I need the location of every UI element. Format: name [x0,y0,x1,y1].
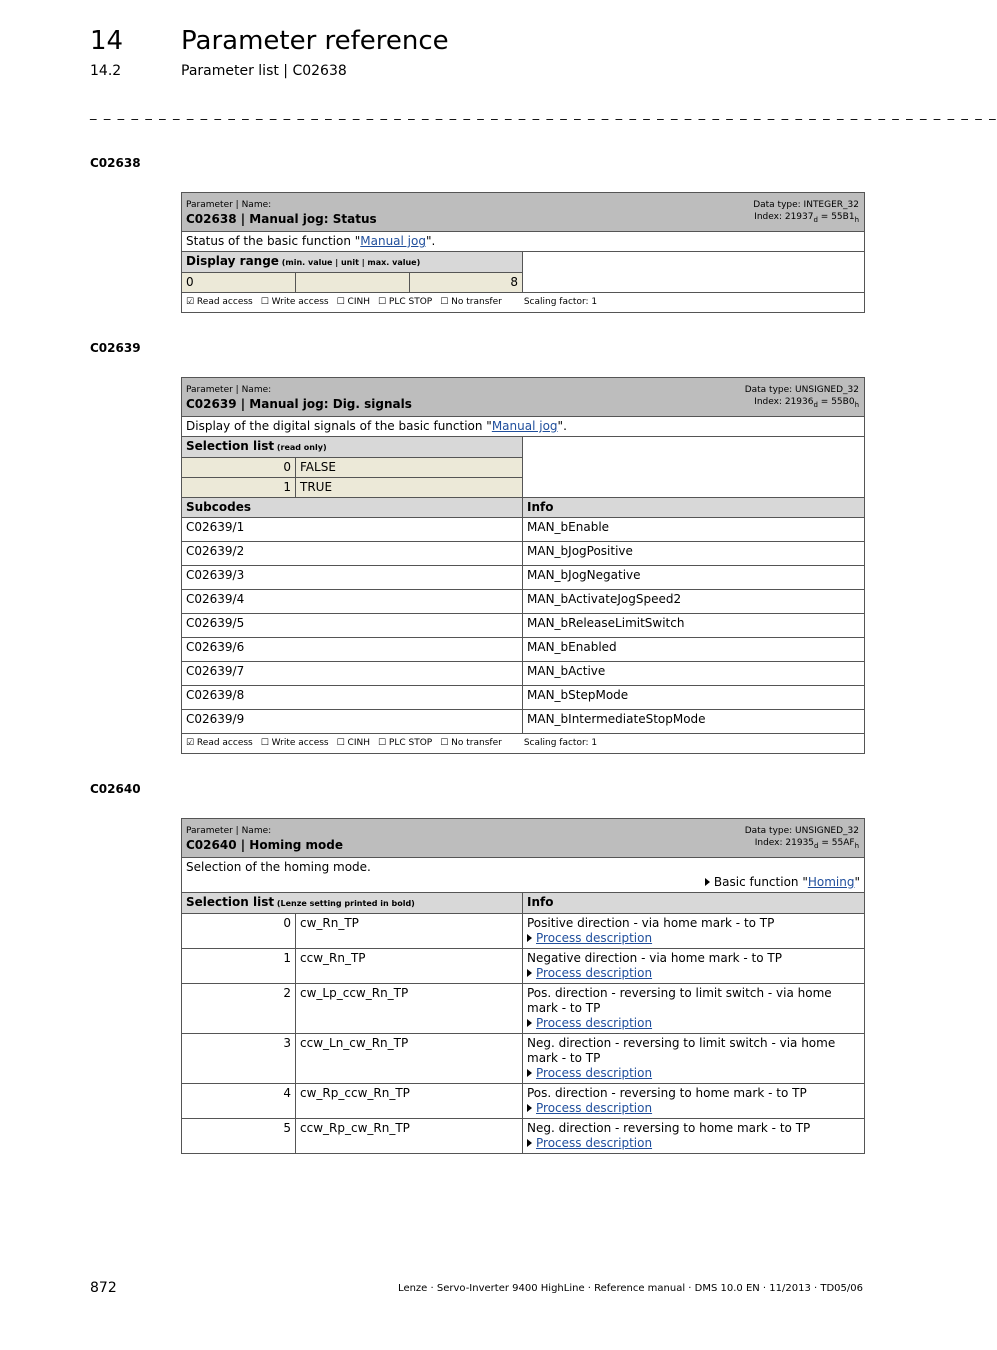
table-row [182,949,865,984]
subcode-cell: C02639/1 [182,518,523,542]
c02638-table [181,192,865,313]
subcodes-header: Subcodes [182,498,523,518]
param-name-label: Parameter | Name: [186,200,272,210]
param-name-label: Parameter | Name: [186,826,272,836]
c02639-table [181,377,865,754]
c02638-data-type: Data type: INTEGER_32 [753,200,859,210]
selection-value: 0 [182,458,296,478]
c02638-footer: ☑ Read access ☐ Write access ☐ CINH ☐ PLC STOP ☐ No transfer Scaling factor: 1 [182,293,865,313]
c02640-heading: C02640 [90,782,141,796]
table-row [182,710,865,734]
table-row [182,590,865,614]
subcode-info: MAN_bEnabled [523,638,865,662]
display-range-header: Display range (min. value | unit | max. value) [182,252,523,273]
option-info: Pos. direction - reversing to home mark - to TP Process description [523,1084,865,1119]
subcode-cell: C02639/9 [182,710,523,734]
manual-jog-link[interactable]: Manual jog [360,234,426,248]
display-range-max: 8 [410,273,523,293]
info-header: Info [523,893,865,914]
option-value: 4 [182,1084,296,1119]
display-range-min: 0 [182,273,296,293]
selection-text: TRUE [296,478,523,498]
c02640-data-type: Data type: UNSIGNED_32 [744,826,859,836]
process-description-link[interactable]: Process description [536,1016,653,1030]
subcode-cell: C02639/7 [182,662,523,686]
selection-text: FALSE [296,458,523,478]
arrow-right-icon [527,969,532,977]
process-description-link[interactable]: Process description [536,1066,653,1080]
subcode-cell: C02639/6 [182,638,523,662]
subcode-info: MAN_bReleaseLimitSwitch [523,614,865,638]
c02640-title: C02640 | Homing mode [186,838,343,852]
header-separator: _ _ _ _ _ _ _ _ _ _ _ _ _ _ _ _ _ _ _ _ _ _ _ _ _ _ _ _ _ _ _ _ _ _ _ _ _ _ _ _ _ _ _ _ _ _ _ _ _ _ _ _ _ _ _ _ _ _ _ _ _ _ _ _ _ _ [90,106,997,121]
arrow-right-icon [527,934,532,942]
option-value: 1 [182,949,296,984]
option-name: ccw_Ln_cw_Rn_TP [296,1034,523,1084]
table-row [182,984,865,1034]
param-name-label: Parameter | Name: [186,385,272,395]
manual-jog-link[interactable]: Manual jog [491,419,558,433]
subcode-info: MAN_bActivateJogSpeed2 [523,590,865,614]
c02639-description: Display of the digital signals of the basic function "Manual jog". [182,417,865,437]
c02639-empty-cell [523,437,865,498]
arrow-right-icon [705,878,710,886]
section-title: Parameter list | C02638 [181,63,347,79]
chapter-title: Parameter reference [181,26,449,56]
selection-list-header: Selection list (read only) [182,437,523,458]
table-row [182,518,865,542]
c02639-header [182,378,865,417]
selection-value: 1 [182,478,296,498]
option-name: ccw_Rp_cw_Rn_TP [296,1119,523,1154]
option-info: Neg. direction - reversing to limit switch - via home mark - to TP Process description [523,1034,865,1084]
c02640-description: Selection of the homing mode. Basic function "Homing" [182,858,865,893]
option-name: cw_Rn_TP [296,914,523,949]
option-info: Negative direction - via home mark - to TP Process description [523,949,865,984]
chapter-number: 14 [90,26,124,56]
table-row [182,1034,865,1084]
info-header: Info [523,498,865,518]
table-row [182,638,865,662]
process-description-link[interactable]: Process description [536,1101,653,1115]
c02640-index: Index: $21935_d = 55AF_h$ [754,838,859,850]
option-value: 3 [182,1034,296,1084]
table-row [182,1084,865,1119]
section-number: 14.2 [90,63,122,79]
option-info: Pos. direction - reversing to limit switch - via home mark - to TP Process description [523,984,865,1034]
process-description-link[interactable]: Process description [536,931,653,945]
c02640-header [182,819,865,858]
subcode-info: MAN_bIntermediateStopMode [523,710,865,734]
page-number: 872 [90,1280,117,1296]
table-row [182,662,865,686]
footer-text: Lenze · Servo-Inverter 9400 HighLine · Reference manual · DMS 10.0 EN · 11/2013 · TD05/06 [398,1283,863,1294]
arrow-right-icon [527,1019,532,1027]
subcode-cell: C02639/4 [182,590,523,614]
subcode-cell: C02639/3 [182,566,523,590]
option-value: 2 [182,984,296,1034]
c02639-index: Index: $21936_d = 55B0_h$ [754,397,859,409]
subcode-cell: C02639/8 [182,686,523,710]
subcode-info: MAN_bJogPositive [523,542,865,566]
c02639-footer: ☑ Read access ☐ Write access ☐ CINH ☐ PLC STOP ☐ No transfer Scaling factor: 1 [182,734,865,754]
option-value: 0 [182,914,296,949]
option-name: cw_Rp_ccw_Rn_TP [296,1084,523,1119]
option-info: Positive direction - via home mark - to TP Process description [523,914,865,949]
subcode-cell: C02639/2 [182,542,523,566]
process-description-link[interactable]: Process description [536,1136,653,1150]
c02638-empty-cell [523,252,865,293]
display-range-unit [296,273,410,293]
option-value: 5 [182,1119,296,1154]
c02639-data-type: Data type: UNSIGNED_32 [744,385,859,395]
arrow-right-icon [527,1139,532,1147]
c02638-heading: C02638 [90,156,141,170]
subcode-info: MAN_bEnable [523,518,865,542]
c02638-index: Index: $21937_d = 55B1_h$ [754,212,859,224]
table-row [182,686,865,710]
arrow-right-icon [527,1104,532,1112]
c02638-header [182,193,865,232]
table-row [182,914,865,949]
subcode-cell: C02639/5 [182,614,523,638]
table-row [182,614,865,638]
c02639-title: C02639 | Manual jog: Dig. signals [186,397,412,411]
option-name: ccw_Rn_TP [296,949,523,984]
c02638-title: C02638 | Manual jog: Status [186,212,377,226]
arrow-right-icon [527,1069,532,1077]
table-row [182,1119,865,1154]
option-info: Neg. direction - reversing to home mark - to TP Process description [523,1119,865,1154]
table-row [182,542,865,566]
subcode-info: MAN_bJogNegative [523,566,865,590]
homing-link[interactable]: Homing [807,875,855,889]
subcode-info: MAN_bActive [523,662,865,686]
process-description-link[interactable]: Process description [536,966,653,980]
table-row [182,566,865,590]
subcode-info: MAN_bStepMode [523,686,865,710]
selection-list-header: Selection list (Lenze setting printed in bold) [182,893,523,914]
c02640-table [181,818,865,1154]
basic-function-ref: Basic function "Homing" [186,875,860,890]
option-name: cw_Lp_ccw_Rn_TP [296,984,523,1034]
c02638-description: Status of the basic function "Manual jog". [182,232,865,252]
c02639-heading: C02639 [90,341,141,355]
